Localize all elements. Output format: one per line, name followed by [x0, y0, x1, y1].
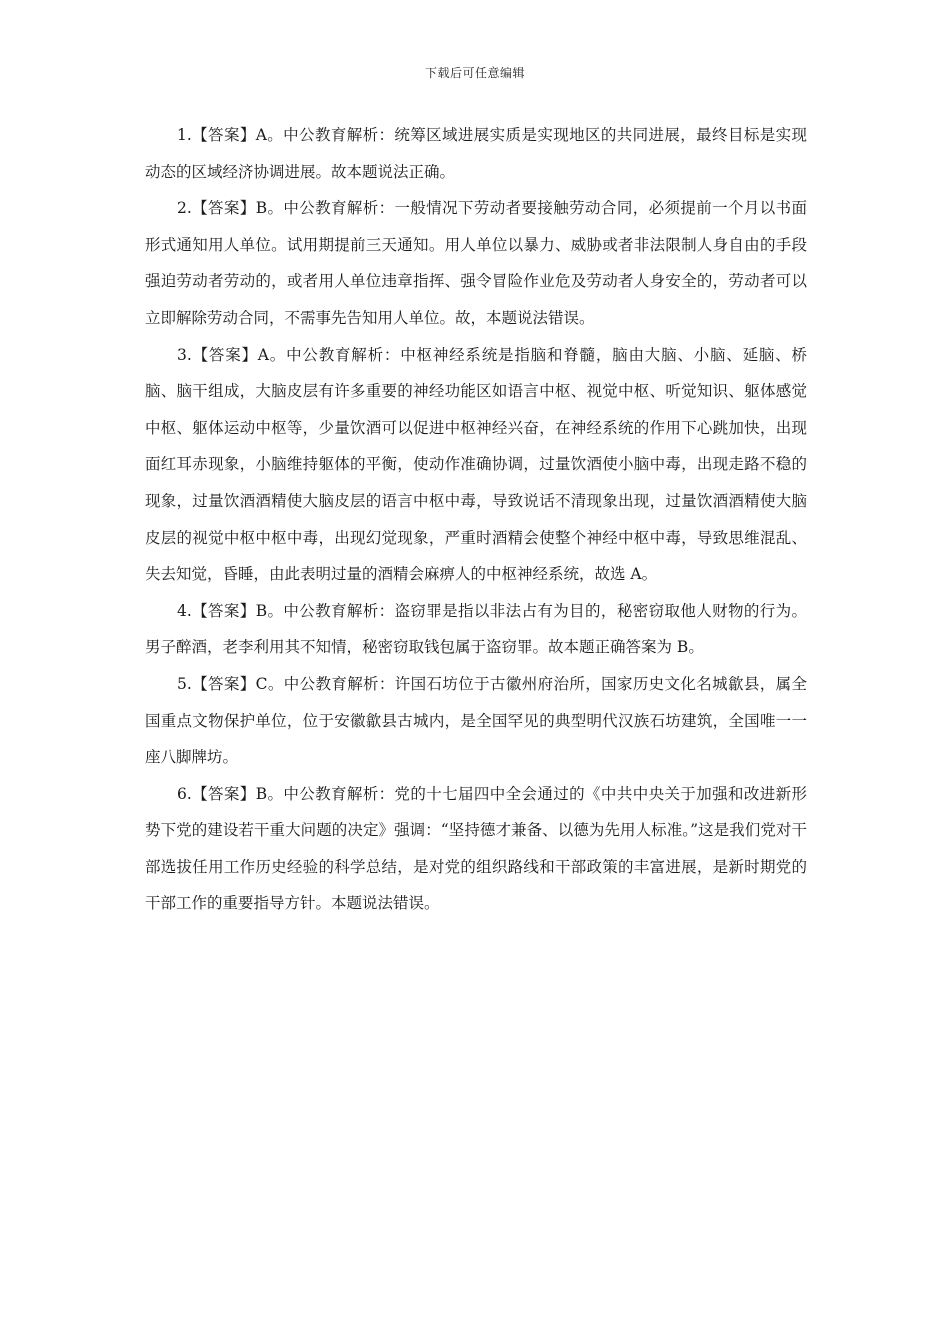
- header-note: 下载后可任意编辑: [424, 66, 525, 80]
- answer-2: 2.【答案】B。中公教育解析：一般情况下劳动者要接触劳动合同，必须提前一个月以书面形式通知用人单位。试用期提前三天通知。用人单位以暴力、威胁或者非法限制人身自由的手段强迫劳动者劳动的，或者用人单位违章指挥、强令冒险作业危及劳动者人身安全的，劳动者可以立即解除劳动合同，不需事先告知用人单位。故，本题说法错误。: [145, 199, 807, 327]
- answer-5: 5.【答案】C。中公教育解析：许国石坊位于古徽州府治所，国家历史文化名城歙县，属全国重点文物保护单位，位于安徽歙县古城内，是全国罕见的典型明代汉族石坊建筑，全国唯一一座八脚牌坊。: [145, 674, 807, 767]
- answer-3: 3.【答案】A。中公教育解析：中枢神经系统是指脑和脊髓，脑由大脑、小脑、延脑、桥脑、脑干组成，大脑皮层有许多重要的神经功能区如语言中枢、视觉中枢、听觉知识、躯体感觉中枢、躯体运动中枢等，少量饮酒可以促进中枢神经兴奋，在神经系统的作用下心跳加快，出现面红耳赤现象，小脑维持躯体的平衡，使动作准确协调，过量饮酒使小脑中毒，出现走路不稳的现象，过量饮酒酒精使大脑皮层的语言中枢中毒，导致说话不清现象出现，过量饮酒酒精使大脑皮层的视觉中枢中枢中毒，出现幻觉现象，严重时酒精会使整个神经中枢中毒，导致思维混乱、失去知觉，昏睡，由此表明过量的酒精会麻痹人的中枢神经系统，故选 A。: [145, 345, 807, 584]
- answer-6: 6.【答案】B。中公教育解析：党的十七届四中全会通过的《中共中央关于加强和改进新形势下党的建设若干重大问题的决定》强调：“坚持德才兼备、以德为先用人标准。”这是我们党对干部选拔任用工作历史经验的科学总结，是对党的组织路线和干部政策的丰富进展，是新时期党的干部工作的重要指导方针。本题说法错误。: [145, 784, 807, 913]
- answer-4: 4.【答案】B。中公教育解析：盗窃罪是指以非法占有为目的，秘密窃取他人财物的行为。男子醉酒，老李利用其不知情，秘密窃取钱包属于盗窃罪。故本题正确答案为 B。: [145, 601, 807, 657]
- answer-list: [145, 117, 807, 922]
- answer-1: 1.【答案】A。中公教育解析：统筹区域进展实质是实现地区的共同进展，最终目标是实现动态的区域经济协调进展。故本题说法正确。: [145, 126, 807, 181]
